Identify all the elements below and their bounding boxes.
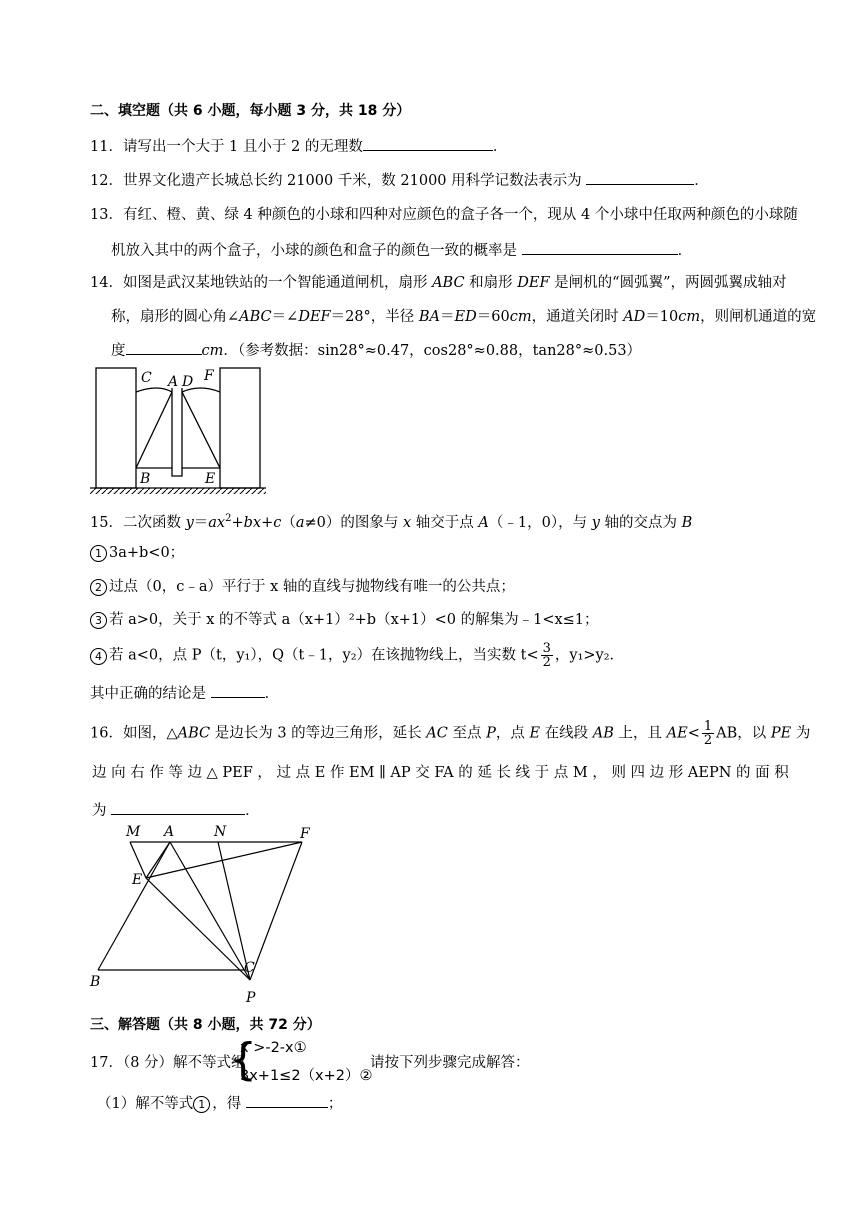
- q15-frac-num: 3: [542, 641, 551, 656]
- q17-suffix: 请按下列步骤完成解答：: [370, 1055, 530, 1071]
- q11-answer-blank[interactable]: [363, 136, 493, 151]
- left-brace-icon: {: [229, 1034, 257, 1085]
- left-pillar: [96, 368, 136, 488]
- q16-l1h: E: [529, 725, 541, 742]
- q15-option-1: [90, 543, 184, 563]
- q14-l1d: DEF: [517, 275, 550, 291]
- q14-l2c: ＝∠: [271, 309, 299, 325]
- q16-l3b: ．: [245, 803, 260, 819]
- question-16-line-3: [92, 800, 260, 821]
- question-13-line-2: [111, 240, 692, 261]
- q14-l1a: 14．如图是武汉某地铁站的一个智能通道闸机，扇形: [90, 275, 433, 291]
- label-n: N: [214, 824, 227, 840]
- question-14-line-3: [111, 340, 641, 361]
- q13-answer-blank[interactable]: [522, 240, 678, 255]
- q15-answer-blank[interactable]: [211, 683, 265, 698]
- question-16-line-1: [90, 720, 810, 747]
- q17-prefix: 17．（8 分）解不等式组: [90, 1055, 246, 1071]
- label-d: D: [182, 374, 194, 390]
- q16-frac-den: 2: [703, 733, 713, 748]
- label-e: E: [132, 872, 143, 888]
- q15-conclusion-end: ．: [264, 686, 280, 702]
- q14-l2h: ED: [454, 309, 477, 325]
- q16-fraction: [702, 720, 714, 747]
- q15-option-3: [90, 610, 599, 630]
- q17-step1b: ，得: [212, 1096, 246, 1112]
- q14-l1c: 和扇形: [464, 275, 518, 291]
- q16-l1e: 至点: [447, 725, 487, 742]
- question-14-line-1: [90, 273, 787, 293]
- q14-l3c: ．（参考数据：sin28°≈0.47，cos28°≈0.88，tan28°≈0.53）: [223, 343, 642, 359]
- q14-l2d: DEF: [298, 309, 331, 325]
- section-3-title: 三、解答题（共 8 小题，共 72 分）: [90, 1017, 321, 1033]
- question-15-line-1: [90, 509, 692, 533]
- q15-o4b: ，y₁>y₂．: [554, 647, 625, 664]
- q16-triangle-figure: [84, 820, 324, 1010]
- q15-conclusion: [90, 683, 279, 704]
- question-16-line-2: 边 向 右 作 等 边 △ PEF ， 过 点 E 作 EM ∥ AP 交 FA 的 延 长 线 于 点 M ， 则 四 边 形 AEPN 的 面 积: [92, 765, 789, 781]
- q11-text: 11．请写出一个大于 1 且小于 2 的无理数: [90, 139, 363, 155]
- q16-l1n: AB: [716, 725, 738, 742]
- q12-text: 12．世界文化遗产长城总长约 21000 千米，数 21000 用科学记数法表示为: [90, 173, 587, 189]
- arc-abc: [136, 388, 172, 392]
- question-13-line-1: 13．有红、橙、黄、绿 4 种颜色的小球和四种对应颜色的盒子各一个，现从 4 个小球中任取两种颜色的小球随: [90, 207, 798, 223]
- q15-o1-text: 3a+b<0；: [109, 545, 185, 561]
- q15-l1d: ax: [208, 514, 226, 531]
- q16-l1f: P: [486, 725, 496, 742]
- q17-step1-answer-blank[interactable]: [246, 1093, 328, 1108]
- label-c: C: [244, 960, 255, 976]
- q15-o3-text: 若 a>0，关于 x 的不等式 a（x+1）²+b（x+1）<0 的解集为﹣1<x≤1；: [109, 612, 599, 628]
- question-11: [90, 136, 507, 157]
- label-a: A: [168, 374, 179, 390]
- q15-l1k: a: [295, 514, 305, 531]
- q15-l1o: A: [478, 514, 489, 531]
- circled-1-icon: 1: [193, 1096, 210, 1113]
- q14-l3a: 度: [111, 343, 126, 359]
- circled-4-icon: 4: [90, 648, 107, 665]
- label-f: F: [204, 368, 214, 384]
- q16-answer-blank[interactable]: [111, 800, 245, 815]
- q14-l2g: ＝: [440, 309, 455, 325]
- q15-o2-text: 过点（0，c﹣a）平行于 x 轴的直线与抛物线有唯一的公共点；: [109, 579, 515, 595]
- q15-l1j: （: [281, 514, 296, 531]
- q14-l2m: ＝10: [645, 309, 679, 325]
- q14-l1b: ABC: [432, 275, 465, 291]
- q15-l1r: 轴的交点为: [599, 514, 682, 531]
- q15-frac-den: 2: [542, 655, 551, 670]
- q16-l3a: 为: [92, 803, 112, 819]
- label-b: B: [140, 471, 151, 487]
- q15-l1n: 轴交于点: [411, 514, 479, 531]
- circled-1-icon: 1: [90, 545, 107, 562]
- q15-l1c: ＝: [193, 514, 209, 531]
- label-e: E: [205, 471, 216, 487]
- q16-l1k: 上，且: [613, 725, 667, 742]
- q17-step-1: [97, 1093, 342, 1114]
- q14-l2j: cm: [509, 309, 532, 325]
- q15-l1e: 2: [225, 513, 232, 524]
- q17-step1a: （1）解不等式: [97, 1096, 194, 1112]
- right-pillar: [220, 368, 260, 488]
- q12-end: ．: [694, 173, 709, 189]
- q15-l1s: B: [681, 514, 693, 531]
- q15-fraction: [541, 642, 553, 669]
- section-2-title: 二、填空题（共 6 小题，每小题 3 分，共 18 分）: [90, 103, 411, 119]
- q15-l1f: +: [231, 514, 244, 531]
- q16-l1o: ，以: [737, 725, 771, 742]
- q14-l2i: ＝60: [476, 309, 510, 325]
- q17-step1c: ；: [327, 1096, 343, 1112]
- q14-l2b: ABC: [239, 309, 272, 325]
- q16-l1q: 为: [791, 725, 811, 742]
- q16-l1m: <: [687, 725, 700, 742]
- label-b: B: [90, 974, 101, 990]
- q15-l1q: y: [591, 514, 600, 531]
- q16-frac-num: 1: [703, 719, 713, 734]
- q14-l2f: BA: [418, 309, 441, 325]
- q15-option-2: [90, 577, 515, 597]
- q16-l1p: PE: [770, 725, 792, 742]
- q15-conclusion-text: 其中正确的结论是: [90, 686, 211, 702]
- q16-l1g: ，点: [495, 725, 530, 742]
- q16-l1c: 是边长为 3 的等边三角形，延长: [210, 725, 427, 742]
- q15-l1p: （﹣1，0），与: [488, 514, 592, 531]
- q15-l1a: 15．二次函数: [90, 514, 186, 531]
- q14-l2l: AD: [623, 309, 646, 325]
- q17-inequality-1: x >-2-x①: [240, 1040, 307, 1056]
- circled-2-icon: 2: [90, 579, 107, 596]
- q12-answer-blank[interactable]: [586, 170, 694, 185]
- q14-l1e: 是闸机的“圆弧翼”，两圆弧翼成轴对: [549, 275, 787, 291]
- q14-l2k: ，通道关闭时: [531, 309, 624, 325]
- q15-l1b: y: [185, 514, 194, 531]
- q13-text: 机放入其中的两个盒子，小球的颜色和盒子的颜色一致的概率是: [111, 243, 522, 259]
- q15-l1l: ≠0）的图象与: [304, 514, 404, 531]
- q15-l1i: c: [273, 514, 282, 531]
- q15-option-4: [90, 642, 624, 669]
- q14-answer-blank[interactable]: [126, 340, 202, 355]
- q13-end: ．: [677, 243, 693, 259]
- label-m: M: [126, 824, 141, 840]
- q15-o4a: 若 a<0，点 P（t，y₁），Q（t﹣1，y₂）在该抛物线上，当实数 t<: [109, 647, 539, 664]
- q15-l1h: +: [261, 514, 274, 531]
- circled-3-icon: 3: [90, 612, 107, 629]
- label-c: C: [141, 370, 152, 386]
- q16-l1l: AE: [666, 725, 688, 742]
- q17-inequality-2: 3x+1≤2（x+2）②: [240, 1068, 373, 1084]
- q14-l2o: ，则闸机通道的宽: [700, 309, 817, 325]
- question-14-line-2: [111, 307, 816, 327]
- label-a: A: [164, 824, 175, 840]
- q14-l2e: ＝28°，半径: [330, 309, 419, 325]
- q16-l1j: AB: [592, 725, 614, 742]
- q15-l1g: bx: [243, 514, 262, 531]
- q16-l1i: 在线段: [540, 725, 593, 742]
- label-p: P: [246, 990, 256, 1006]
- label-f: F: [300, 826, 310, 842]
- q16-l1d: AC: [426, 725, 448, 742]
- q16-l1a: 16．如图，△: [90, 725, 178, 742]
- q14-gate-figure: [88, 364, 272, 494]
- q14-l2n: cm: [678, 309, 701, 325]
- q16-l1b: ABC: [177, 725, 211, 742]
- question-12: [90, 170, 709, 191]
- q14-l2a: 称，扇形的圆心角∠: [111, 309, 240, 325]
- q14-l3b: cm: [201, 343, 224, 359]
- q15-l1m: x: [403, 514, 412, 531]
- q11-end: ．: [492, 139, 508, 155]
